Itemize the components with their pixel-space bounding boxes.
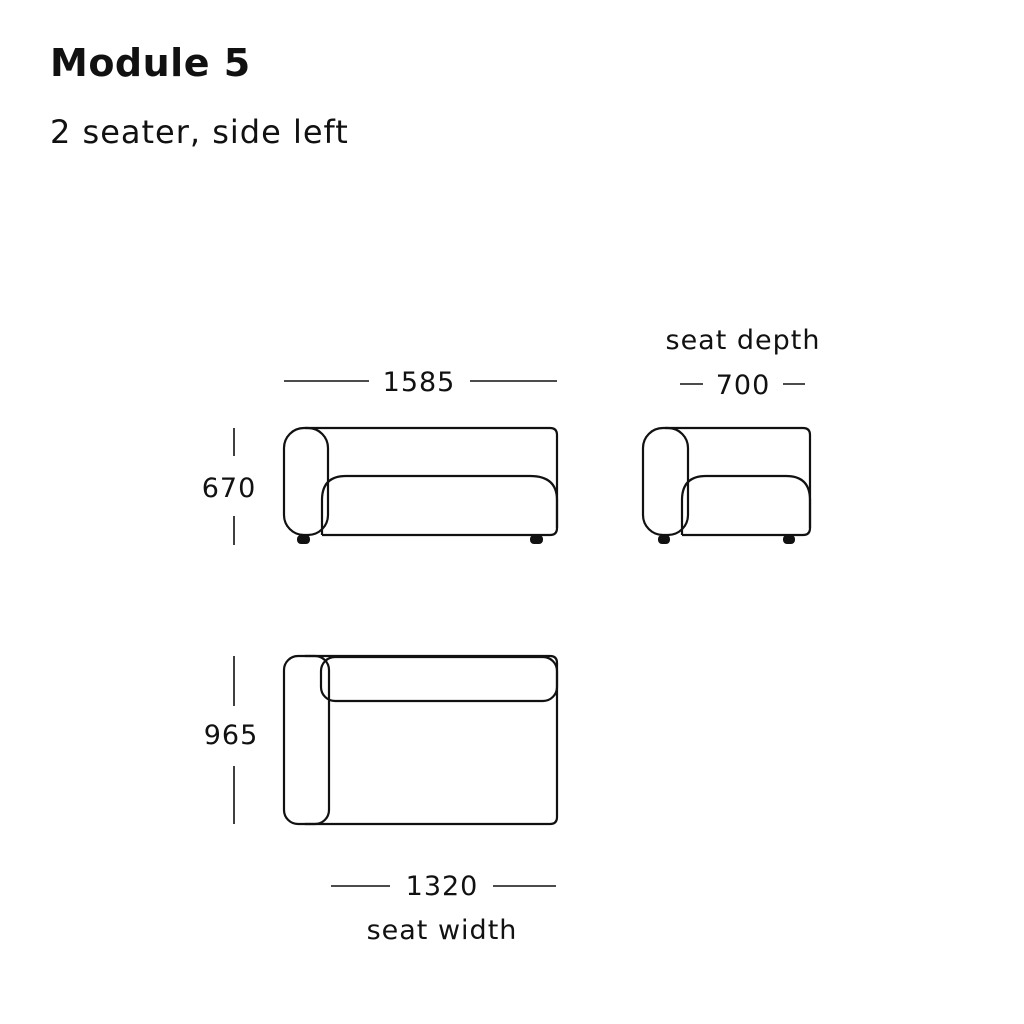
seat-width-label: seat width bbox=[366, 915, 518, 946]
side-foot-front bbox=[783, 535, 795, 544]
module-title: Module 5 bbox=[50, 41, 251, 85]
side-view bbox=[643, 384, 810, 544]
top-armrest bbox=[284, 656, 329, 824]
side-foot-back bbox=[658, 535, 670, 544]
seat-depth-label: seat depth bbox=[665, 325, 821, 356]
module-subtitle: 2 seater, side left bbox=[50, 113, 349, 151]
height-value: 670 bbox=[201, 473, 257, 504]
front-backrest bbox=[305, 428, 557, 535]
seat-width-value: 1320 bbox=[405, 871, 479, 902]
seat-depth-value: 700 bbox=[715, 370, 771, 401]
depth-value: 965 bbox=[203, 720, 259, 751]
front-foot-right bbox=[530, 535, 543, 544]
front-foot-left bbox=[297, 535, 310, 544]
front-width-value: 1585 bbox=[382, 367, 456, 398]
top-body bbox=[305, 656, 557, 824]
top-back-cushion bbox=[321, 657, 557, 701]
front-view bbox=[234, 381, 557, 545]
top-view bbox=[234, 656, 557, 886]
front-seat-cushion bbox=[322, 476, 557, 535]
side-seat-cushion bbox=[682, 476, 810, 535]
